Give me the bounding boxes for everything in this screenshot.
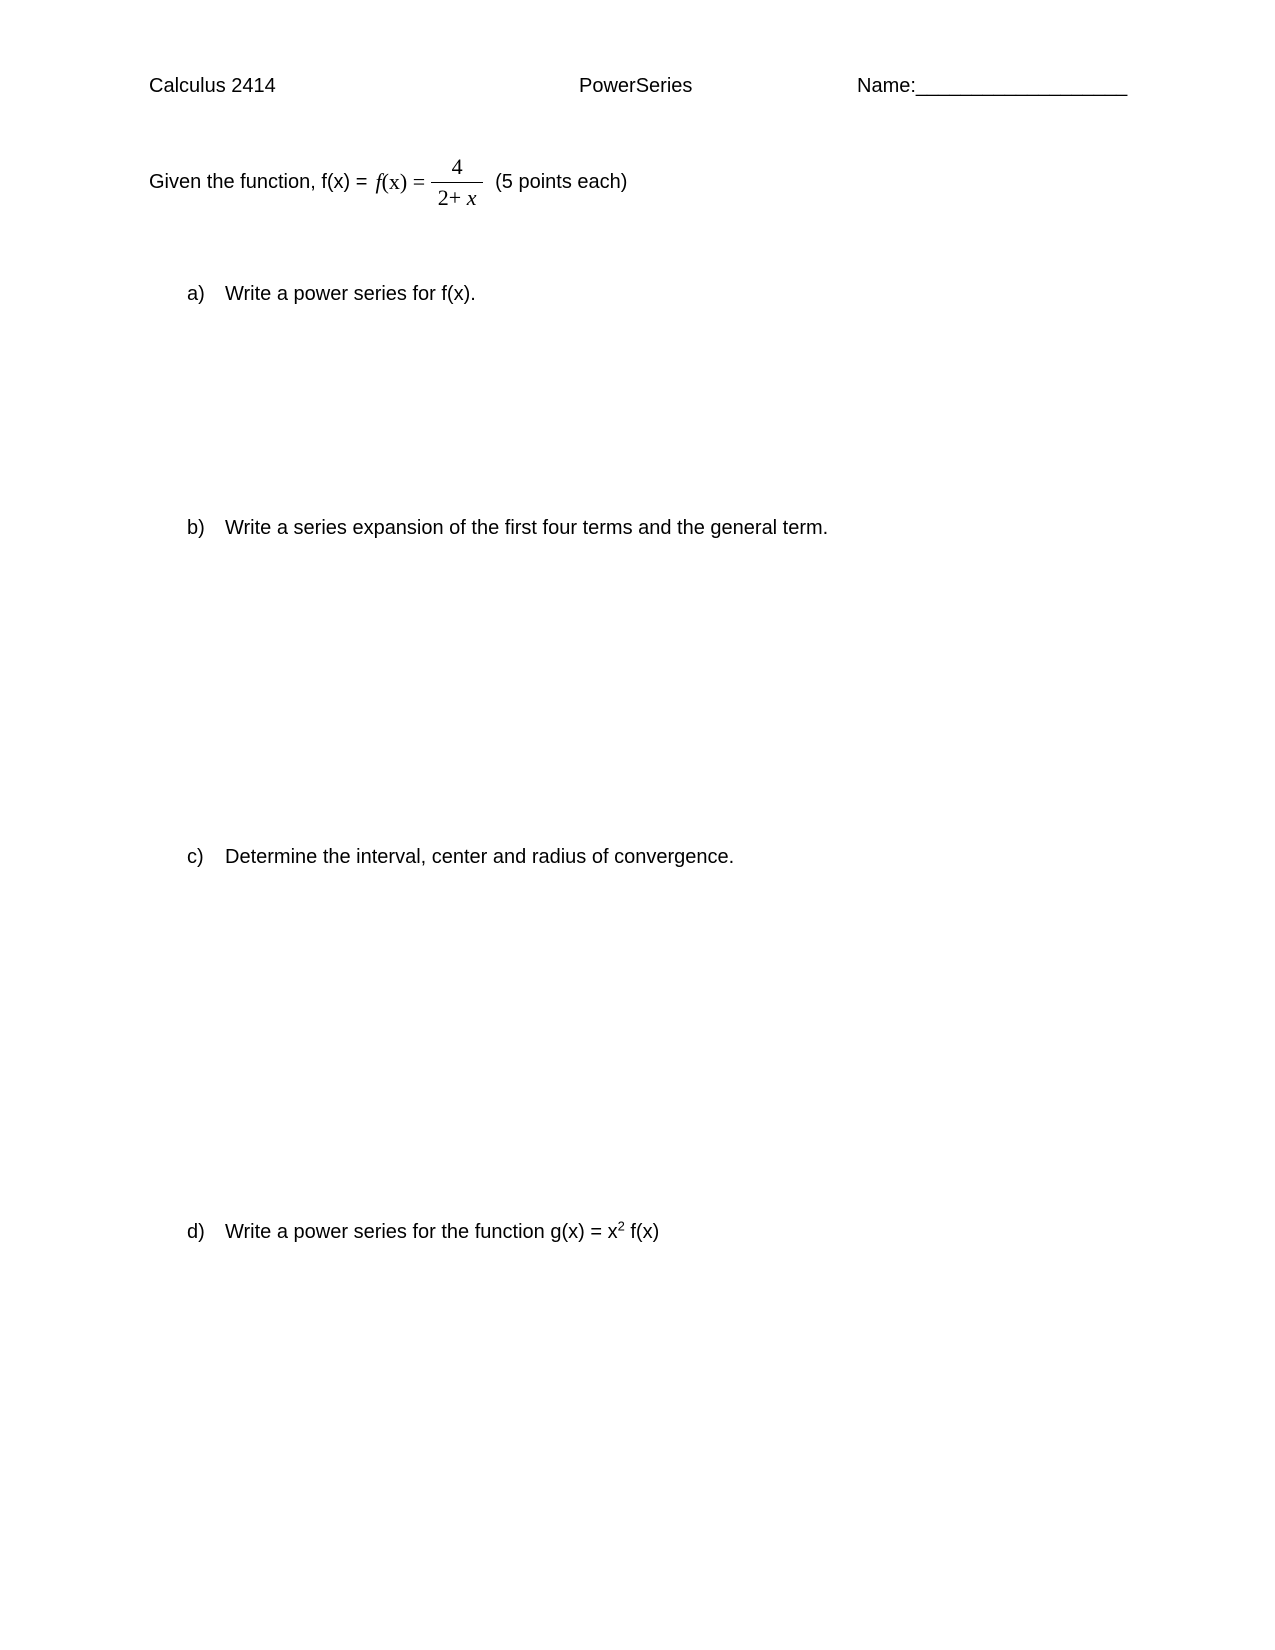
question-b xyxy=(187,516,828,540)
name-field: Name:___________________ xyxy=(857,75,1128,97)
given-intro: Given the function, f(x) = xyxy=(149,170,368,193)
question-label: b) xyxy=(187,517,205,539)
exponent: 2 xyxy=(617,1218,625,1234)
equals-sign: = xyxy=(412,169,426,194)
denominator-variable: x xyxy=(466,184,477,210)
function-name: f xyxy=(375,169,382,194)
question-label: a) xyxy=(187,283,205,305)
question-c xyxy=(187,845,734,869)
function-lhs xyxy=(375,169,425,195)
denominator-constant: 2+ xyxy=(437,184,462,210)
question-text: Write a power series for f(x). xyxy=(225,283,476,305)
function-argument: (x) xyxy=(381,169,408,194)
given-function-line xyxy=(149,150,627,214)
course-title: Calculus 2414 xyxy=(149,75,276,97)
fraction-denominator xyxy=(438,183,477,211)
worksheet-topic: PowerSeries xyxy=(579,75,693,97)
fraction xyxy=(431,154,483,211)
question-text-tail: f(x) xyxy=(624,1221,660,1243)
question-a xyxy=(187,282,476,306)
question-text: Write a power series for the function g(x) = x xyxy=(225,1221,618,1243)
question-text: Determine the interval, center and radius of convergence. xyxy=(225,846,735,868)
question-text: Write a series expansion of the first four terms and the general term. xyxy=(225,517,829,539)
question-label: c) xyxy=(187,846,204,868)
question-label: d) xyxy=(187,1221,205,1243)
question-d xyxy=(187,1220,659,1244)
points-note: (5 points each) xyxy=(495,170,628,193)
fraction-numerator: 4 xyxy=(431,154,483,183)
